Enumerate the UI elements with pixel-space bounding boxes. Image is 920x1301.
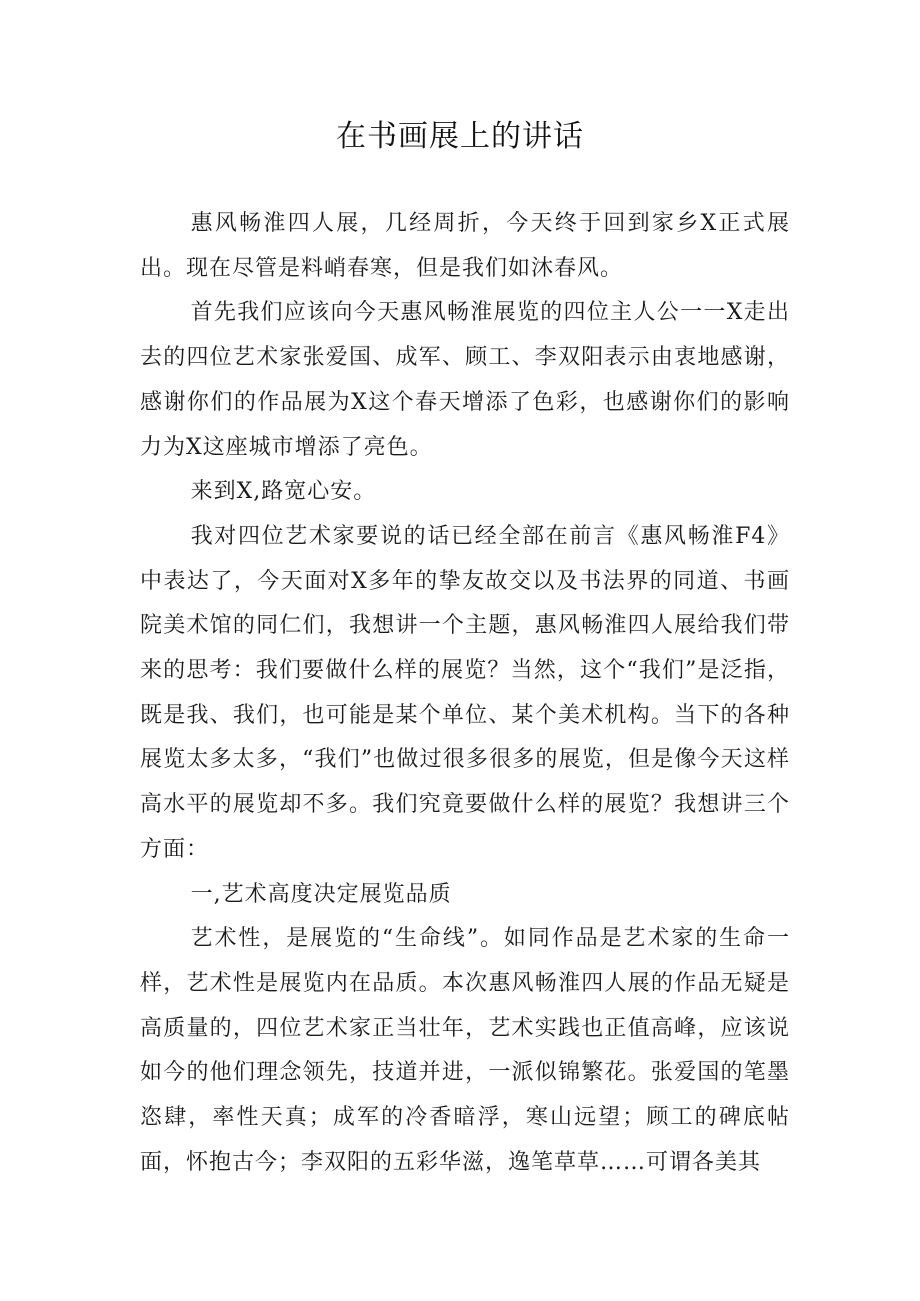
paragraph-3: 来到X,路宽心安。 bbox=[190, 479, 377, 505]
paragraph-1: 惠风畅淮四人展，几经周折，今天终于回到家乡X正式展出。现在尽管是料峭春寒，但是我们如沐春风。 bbox=[140, 211, 790, 281]
document-body bbox=[140, 202, 790, 1185]
paragraph-5: 艺术性，是展览的“生命线”。如同作品是艺术家的生命一样，艺术性是展览内在品质。本次惠风畅淮四人展的作品无疑是高质量的，四位艺术家正当壮年，艺术实践也正值高峰，应该说如今的他们理念领先，技道并进，一派似锦繁花。张爱国的笔墨恣肆，率性天真；成军的冷香暗浮，寒山远望；顾工的碑底帖面，怀抱古今；李双阳的五彩华滋，逸笔草草……可谓各美其 bbox=[140, 926, 790, 1175]
paragraph-2: 首先我们应该向今天惠风畅淮展览的四位主人公一一X走出去的四位艺术家张爱国、成军、顾工、李双阳表示由衷地感谢，感谢你们的作品展为X这个春天增添了色彩，也感谢你们的影响力为X这座城市增添了亮色。 bbox=[140, 300, 790, 460]
document-title: 在书画展上的讲话 bbox=[336, 119, 584, 154]
section-heading-1: 一,艺术高度决定展览品质 bbox=[190, 881, 452, 907]
paragraph-4: 我对四位艺术家要说的话已经全部在前言《惠风畅淮F4》中表达了，今天面对X多年的挚友故交以及书法界的同道、书画院美术馆的同仁们，我想讲一个主题，惠风畅淮四人展给我们带来的思考：我们要做什么样的展览？当然，这个“我们”是泛指，既是我、我们，也可能是某个单位、某个美术机构。当下的各种展览太多太多，“我们”也做过很多很多的展览，但是像今天这样高水平的展览却不多。我们究竟要做什么样的展览？我想讲三个方面： bbox=[140, 523, 790, 862]
